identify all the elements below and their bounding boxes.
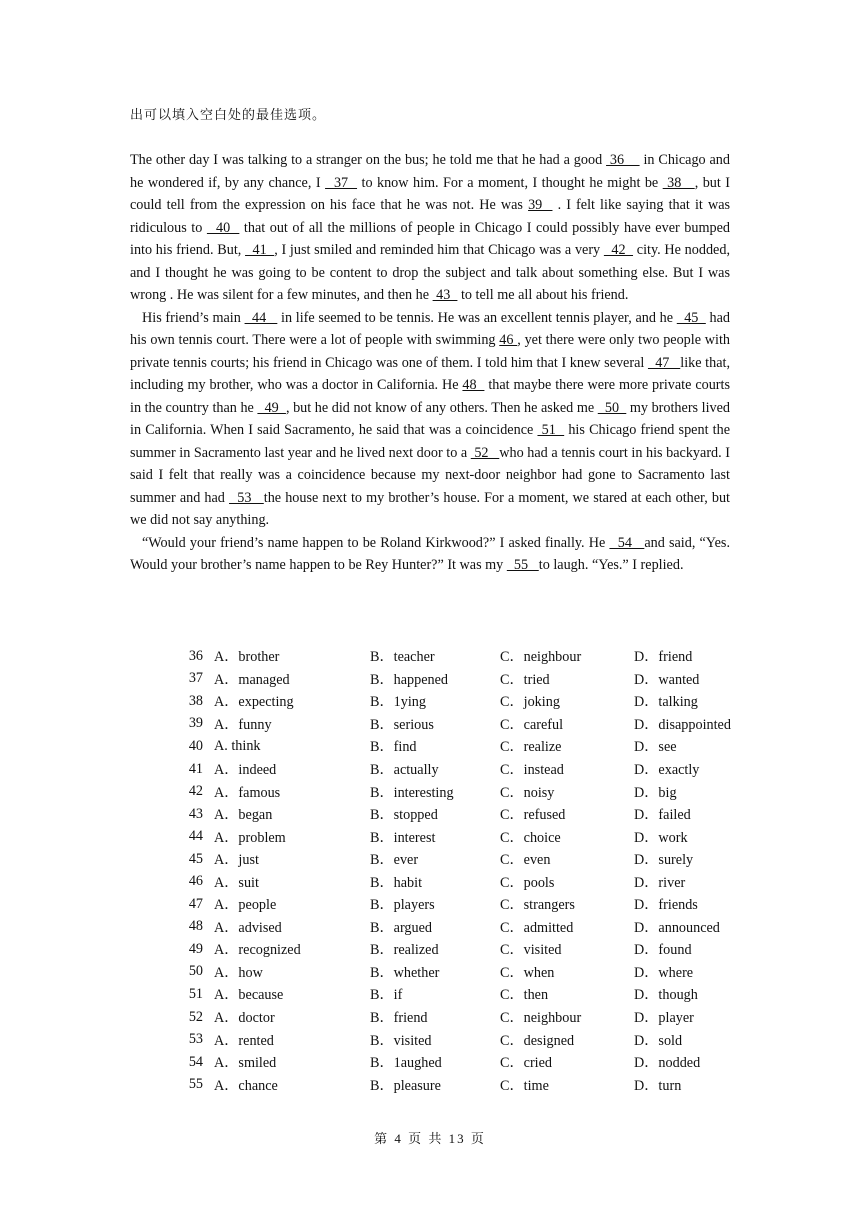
blank-46: 46 <box>499 332 518 348</box>
options-table <box>130 645 754 1096</box>
option-row <box>130 870 754 893</box>
passage-text: His friend’s main <box>142 309 245 326</box>
option-c: C．instead <box>500 762 564 778</box>
option-row <box>130 690 754 713</box>
option-row <box>130 825 754 848</box>
option-b: B．interesting <box>370 784 454 801</box>
option-c: C．cried <box>500 1055 553 1072</box>
option-a: A．advised <box>214 919 282 936</box>
option-row <box>130 645 754 668</box>
option-b: B．if <box>370 987 403 1004</box>
question-number: 54 <box>188 1053 203 1070</box>
blank-43: 43 <box>432 287 458 303</box>
option-c: C．visited <box>500 942 562 959</box>
passage-text: , but he did not know of any others. Then he asked me <box>285 399 598 416</box>
option-row <box>130 780 754 803</box>
option-d: D．talking <box>634 694 698 711</box>
option-b: B．ever <box>370 852 419 869</box>
passage-text: had his own tennis court. There were a lot of people with swimming <box>130 309 731 348</box>
passage-text: city. He nodded, and I thought he was going to be content to drop the subject and talk about something else. But I was wrong . He was silent for a few minutes, and then he <box>130 242 730 303</box>
option-b: B．players <box>370 897 435 914</box>
options-body <box>130 645 754 1096</box>
blank-55: 55 <box>506 557 539 573</box>
option-row <box>130 983 754 1006</box>
option-c: C．refused <box>500 807 566 824</box>
option-b: B．whether <box>370 964 440 981</box>
question-number: 44 <box>188 828 203 845</box>
option-b: B．teacher <box>370 649 435 666</box>
option-a: A．funny <box>214 716 272 733</box>
blank-38: 38 <box>662 174 695 191</box>
option-a: A．doctor <box>214 1010 275 1027</box>
option-c: C．tried <box>500 671 550 688</box>
blank-41: 41 <box>245 242 275 258</box>
option-a: A．indeed <box>214 762 277 778</box>
option-b: B．friend <box>370 1010 428 1027</box>
option-b: B．actually <box>370 762 439 778</box>
option-row <box>130 961 754 984</box>
question-number: 36 <box>188 647 203 664</box>
blank-53: 53 <box>229 489 264 506</box>
option-b: B．serious <box>370 716 434 733</box>
option-c: C．joking <box>500 694 560 711</box>
option-c: C．strangers <box>500 897 575 914</box>
option-row <box>130 735 754 758</box>
question-number: 42 <box>188 783 203 800</box>
option-d: D．though <box>634 987 698 1004</box>
blank-47: 47 <box>647 354 681 371</box>
paragraph-3 <box>130 532 730 577</box>
blank-40: 40 <box>206 219 240 236</box>
option-c: C．then <box>500 987 549 1004</box>
passage-text: . I felt like saying that it was ridiculous to <box>130 197 731 236</box>
option-row <box>130 1028 754 1051</box>
option-a: A．brother <box>214 649 280 666</box>
option-a: A．managed <box>214 671 290 688</box>
question-number: 46 <box>188 873 203 890</box>
blank-50: 50 <box>597 399 627 416</box>
blank-48: 48 <box>462 377 485 393</box>
option-a: A．how <box>214 964 263 981</box>
question-number: 49 <box>188 940 203 957</box>
option-c: C．neighbour <box>500 1010 582 1027</box>
instruction-text: 出可以填入空白处的最佳选项。 <box>130 108 327 123</box>
passage-text: to laugh. “Yes.” I replied. <box>538 557 684 573</box>
option-c: C．admitted <box>500 919 574 936</box>
option-a: A．began <box>214 807 273 824</box>
option-c: C．realize <box>500 739 562 756</box>
question-number: 50 <box>188 963 203 980</box>
option-b: B．find <box>370 739 417 756</box>
option-d: D．friend <box>634 649 693 666</box>
paragraph-1 <box>130 149 730 307</box>
passage-text: that out of all the millions of people in Chicago I could possibly have ever bumped into his friend. But, <box>130 219 730 258</box>
option-d: D．failed <box>634 807 691 824</box>
option-d: D．found <box>634 942 692 959</box>
option-d: D．announced <box>634 919 720 936</box>
passage-text: like that, including my brother, who was a doctor in California. He <box>130 354 730 393</box>
option-d: D．where <box>634 964 694 981</box>
option-c: C．even <box>500 852 551 869</box>
blank-44: 44 <box>244 309 278 326</box>
option-d: D．work <box>634 829 688 846</box>
option-a: A．rented <box>214 1032 274 1049</box>
passage-text: who had a tennis court in his backyard. I said I felt that really was a coincidence because my next-door neighbor had gone to Sacramento last summer and had <box>130 444 730 506</box>
option-d: D．surely <box>634 852 694 869</box>
question-number: 52 <box>188 1008 203 1025</box>
passage-text: and said, “Yes. Would your brother’s name happen to be Rey Hunter?” It was my <box>130 534 731 573</box>
option-row <box>130 1051 754 1074</box>
option-b: B．argued <box>370 919 432 936</box>
option-c: C．neighbour <box>500 649 582 666</box>
blank-36: 36 <box>606 152 640 168</box>
page-footer: 第 4 页 共 13 页 <box>374 1131 486 1146</box>
question-number: 38 <box>188 692 203 709</box>
option-d: D．see <box>634 739 677 756</box>
blank-42: 42 <box>603 242 634 258</box>
option-d: D．friends <box>634 897 698 914</box>
option-d: D．player <box>634 1010 694 1027</box>
option-b: B．1ying <box>370 694 426 711</box>
question-number: 43 <box>188 805 203 822</box>
option-row <box>130 848 754 871</box>
passage-text: , I just smiled and reminded him that Chicago was a very <box>274 242 604 258</box>
option-a: A．people <box>214 897 277 914</box>
option-row <box>130 916 754 939</box>
option-d: D．sold <box>634 1032 683 1049</box>
option-a: A．smiled <box>214 1055 277 1072</box>
option-row <box>130 803 754 826</box>
blank-45: 45 <box>676 309 706 326</box>
cloze-passage <box>130 149 730 577</box>
option-a: A. think <box>214 737 261 754</box>
blank-37: 37 <box>325 174 358 191</box>
question-number: 47 <box>188 895 203 912</box>
blank-52: 52 <box>470 444 500 461</box>
paragraph-2 <box>130 307 730 532</box>
passage-text: to know him. For a moment, I thought he might be <box>357 174 663 191</box>
option-a: A．famous <box>214 784 281 801</box>
question-number: 37 <box>188 670 203 687</box>
passage-text: The other day I was talking to a stranger on the bus; he told me that he had a good <box>130 152 607 168</box>
option-row <box>130 1006 754 1029</box>
option-row <box>130 893 754 916</box>
option-b: B．habit <box>370 874 423 891</box>
passage-text: “Would your friend’s name happen to be Roland Kirkwood?” I asked finally. He <box>142 534 610 551</box>
passage-text: , but I could tell from the expression on his face that he was not. He was <box>130 174 730 213</box>
option-row <box>130 668 754 691</box>
option-a: A．suit <box>214 874 259 891</box>
passage-text: to tell me all about his friend. <box>457 287 629 303</box>
option-c: C．time <box>500 1077 549 1094</box>
option-row <box>130 713 754 736</box>
option-d: D．wanted <box>634 671 700 688</box>
option-c: C．designed <box>500 1032 575 1049</box>
option-a: A．because <box>214 987 284 1004</box>
option-a: A．expecting <box>214 694 294 711</box>
option-d: D．turn <box>634 1077 682 1094</box>
option-a: A．just <box>214 852 259 869</box>
option-a: A．recognized <box>214 942 301 959</box>
blank-51: 51 <box>537 422 565 438</box>
option-b: B．1aughed <box>370 1055 442 1072</box>
option-c: C．when <box>500 964 555 981</box>
passage-text: in Chicago and he wondered if, by any chance, I <box>130 152 730 191</box>
passage-text: his Chicago friend spent the summer in Sacramento last year and he lived next door to a <box>130 422 731 461</box>
question-number: 40 <box>188 737 203 754</box>
option-row <box>130 758 754 781</box>
option-row <box>130 1073 754 1096</box>
passage-text: that maybe there were more private courts in the country than he <box>130 377 730 416</box>
option-d: D．exactly <box>634 762 700 778</box>
option-c: C．noisy <box>500 784 555 801</box>
option-b: B．happened <box>370 671 449 688</box>
blank-39: 39 <box>528 197 553 213</box>
option-a: A．problem <box>214 829 286 846</box>
option-b: B．interest <box>370 829 436 846</box>
passage-text: , yet there were only two people with private tennis courts; his friend in Chicago was one of them. I told him that I knew several <box>130 332 731 371</box>
option-c: C．careful <box>500 716 564 733</box>
passage-text: my brothers lived in California. When I said Sacramento, he said that was a coincidence <box>130 399 731 438</box>
option-b: B．visited <box>370 1032 432 1049</box>
question-number: 41 <box>188 760 203 777</box>
blank-49: 49 <box>257 399 286 416</box>
passage-text: the house next to my brother’s house. For a moment, we stared at each other, but we did not say anything. <box>130 489 730 528</box>
question-number: 51 <box>188 985 203 1002</box>
option-d: D．river <box>634 874 686 891</box>
option-d: D．nodded <box>634 1055 701 1072</box>
question-number: 39 <box>188 715 203 732</box>
option-b: B．pleasure <box>370 1077 441 1094</box>
option-b: B．stopped <box>370 807 438 824</box>
option-row <box>130 938 754 961</box>
option-c: C．pools <box>500 874 555 891</box>
question-number: 53 <box>188 1031 203 1048</box>
option-c: C．choice <box>500 829 561 846</box>
question-number: 45 <box>188 850 203 867</box>
question-number: 48 <box>188 918 203 935</box>
option-b: B．realized <box>370 942 439 959</box>
question-number: 55 <box>188 1076 203 1093</box>
blank-54: 54 <box>609 534 645 551</box>
option-a: A．chance <box>214 1077 278 1094</box>
option-d: D．disappointed <box>634 716 731 733</box>
passage-text: in life seemed to be tennis. He was an excellent tennis player, and he <box>277 309 677 326</box>
option-d: D．big <box>634 784 677 801</box>
